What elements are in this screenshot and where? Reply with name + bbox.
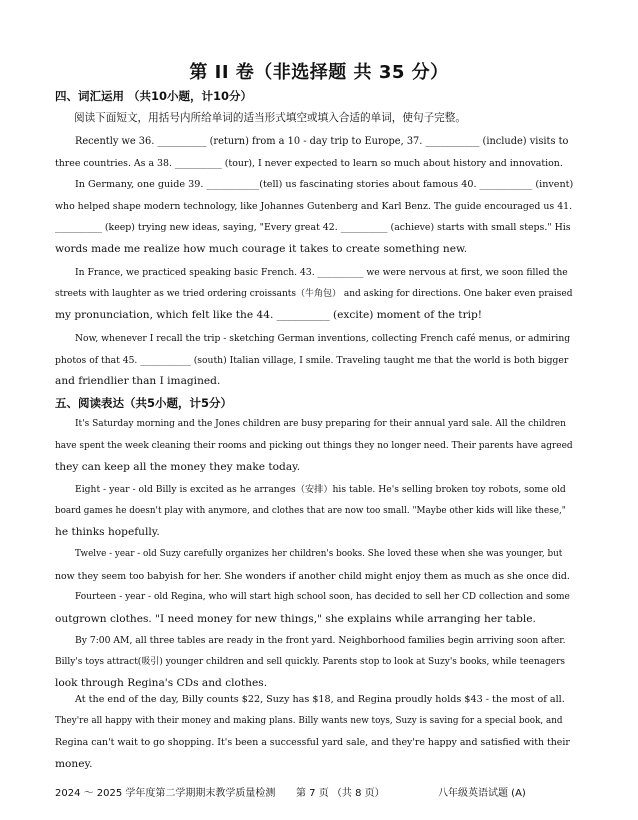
paragraph-line: Now, whenever I recall the trip - sketching German inventions, collecting French café menus, or admiring bbox=[75, 333, 571, 344]
paragraph-line: Recently we 36. __________ (return) from a 10 - day trip to Europe, 37. ___________ (include) visits to bbox=[75, 136, 569, 147]
paragraph-line: he thinks hopefully. bbox=[55, 526, 160, 539]
paragraph-line: outgrown clothes. "I need money for new things," she explains while arranging her table. bbox=[55, 612, 536, 625]
paragraph-line: It's Saturday morning and the Jones children are busy preparing for their annual yard sale. All the children bbox=[75, 419, 566, 429]
paragraph bbox=[55, 587, 573, 630]
paragraph-line: and friendlier than I imagined. bbox=[55, 375, 221, 388]
paragraph-line: By 7:00 AM, all three tables are ready in the front yard. Neighborhood families begin arriving soon after. bbox=[75, 635, 566, 646]
footer-page-number: 第 7 页 （共 8 页） bbox=[296, 788, 385, 799]
paragraph-line: my pronunciation, which felt like the 44. __________ (excite) moment of the trip! bbox=[55, 309, 483, 322]
paragraph bbox=[55, 689, 573, 775]
paragraph bbox=[55, 544, 573, 587]
paragraph-line: Regina can't wait to go shopping. It's been a successful yard sale, and they're happy and satisfied with their bbox=[55, 737, 570, 749]
section-4-instruction: 阅读下面短文，用括号内所给单词的适当形式填空或填入合适的单词，使句子完整。 bbox=[74, 112, 466, 124]
paragraph-line: In Germany, one guide 39. ___________(tell) us fascinating stories about famous 40. ___________ (invent) bbox=[75, 179, 574, 190]
paragraph bbox=[55, 131, 573, 174]
paragraph-line: have spent the week cleaning their rooms and picking out things they no longer need. Their parents have agreed bbox=[55, 440, 573, 451]
paragraph bbox=[55, 630, 573, 695]
paragraph-line: At the end of the day, Billy counts $22, Suzy has $18, and Regina proudly holds $43 - the most of all. bbox=[75, 694, 565, 705]
paragraph-line: money. bbox=[55, 757, 93, 770]
paragraph-line: Eight - year - old Billy is excited as he arranges（安排）his table. He's selling broken toy robots, some old bbox=[75, 484, 566, 495]
paragraph-line: They're all happy with their money and making plans. Billy wants new toys, Suzy is saving for a special book, and bbox=[55, 715, 563, 726]
paragraph-line: streets with laughter as we tried ordering croissants（牛角包） and asking for directions. One baker even praised bbox=[55, 288, 573, 299]
paragraph bbox=[55, 414, 573, 479]
paragraph-line: look through Regina's CDs and clothes. bbox=[55, 677, 268, 690]
paragraph bbox=[55, 174, 573, 260]
paragraph bbox=[55, 328, 573, 393]
paragraph bbox=[55, 262, 573, 327]
paragraph-line: Billy's toys attract(吸引) younger children and sell quickly. Parents stop to look at Suzy's books, while teenagers bbox=[55, 656, 566, 667]
paragraph-line: photos of that 45. ___________ (south) Italian village, I smile. Traveling taught me that the world is both bigger bbox=[55, 354, 569, 366]
footer-exam-name: 2024 ～ 2025 学年度第二学期期末教学质量检测 bbox=[55, 788, 276, 799]
paragraph-line: who helped shape modern technology, like Johannes Gutenberg and Karl Benz. The guide encouraged us 41. bbox=[55, 200, 573, 212]
paragraph-line: Twelve - year - old Suzy carefully organizes her children's books. She loved these when she was younger, but bbox=[75, 549, 563, 559]
paragraph-line: board games he doesn't play with anymore, and clothes that are now too small. "Maybe other kids will like these," bbox=[55, 505, 566, 516]
paragraph-line: they can keep all the money they make today. bbox=[55, 461, 301, 474]
paragraph-line: Fourteen - year - old Regina, who will start high school soon, has decided to sell her CD collection and some bbox=[75, 592, 570, 602]
paragraph-line: words made me realize how much courage it takes to create something new. bbox=[55, 242, 468, 255]
paragraph-line: In France, we practiced speaking basic French. 43. __________ we were nervous at first, we soon filled the bbox=[75, 267, 568, 278]
page-title: 第 II 卷（非选择题 共 35 分） bbox=[189, 62, 449, 83]
section-4-heading: 四、词汇运用 （共10小题，计10分） bbox=[55, 89, 253, 103]
paragraph-line: __________ (keep) trying new ideas, saying, "Every great 42. __________ (achieve) starts with small steps." His bbox=[55, 222, 571, 234]
paragraph-line: three countries. As a 38. __________ (tour), I never expected to learn so much about history and innovation. bbox=[55, 157, 563, 169]
paragraph-line: now they seem too babyish for her. She wonders if another child might enjoy them as much as she once did. bbox=[55, 570, 570, 582]
section-5-heading: 五、阅读表达（共5小题，计5分） bbox=[55, 396, 233, 410]
paragraph bbox=[55, 479, 573, 544]
footer-paper-title: 八年级英语试题 (A) bbox=[438, 788, 526, 799]
